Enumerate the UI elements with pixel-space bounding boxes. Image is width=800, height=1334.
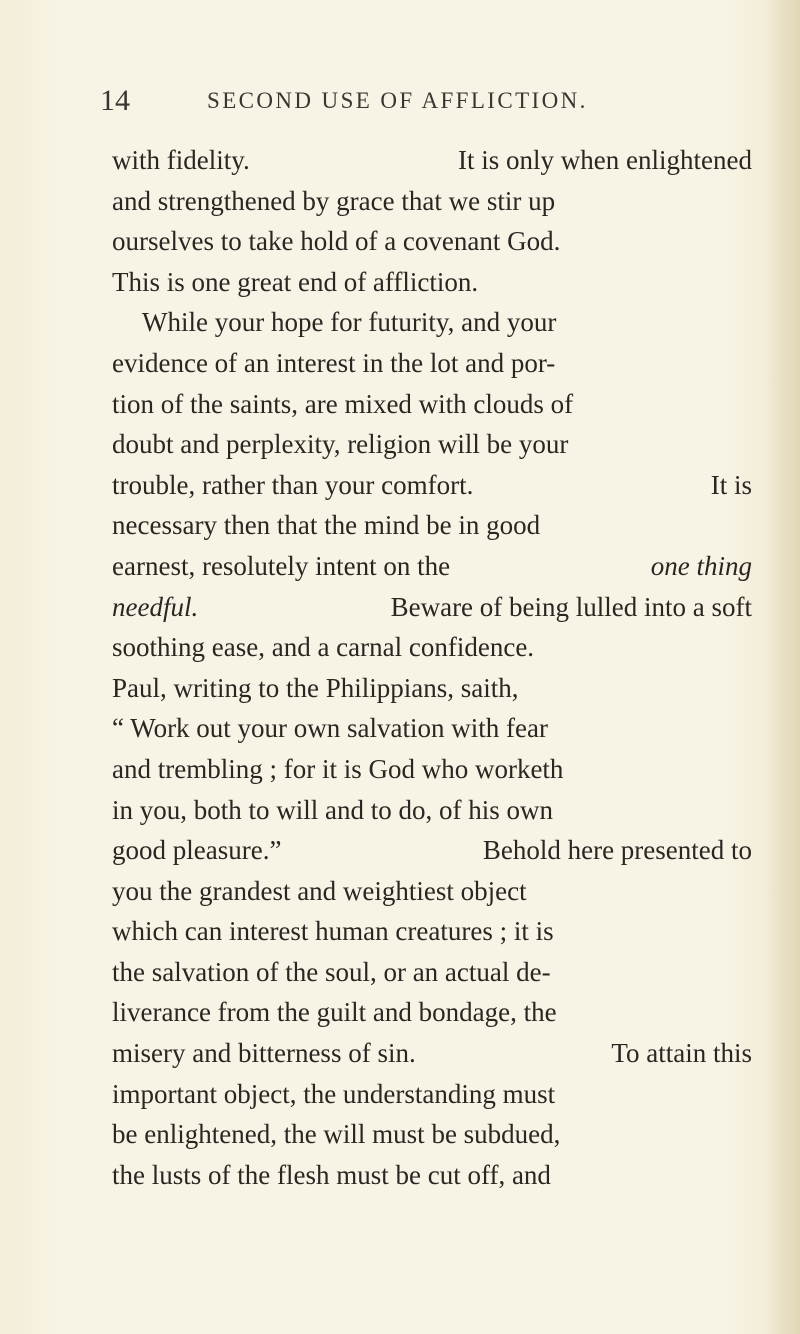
text-line: be enlightened, the will must be subdued,	[112, 1119, 561, 1150]
text-line: liverance from the guilt and bondage, the	[112, 997, 557, 1028]
text-line: with fidelity. It is only when enlightened	[112, 145, 752, 175]
body-text	[112, 140, 752, 1195]
page-header	[100, 84, 740, 124]
italic-phrase: one thing	[650, 550, 752, 581]
text-line: Paul, writing to the Philippians, saith,	[112, 672, 519, 703]
text-line: earnest, resolutely intent on the one thing	[112, 546, 752, 587]
text-line: and strengthened by grace that we stir up	[112, 185, 556, 216]
page-number: 14	[100, 84, 130, 117]
text-line: good pleasure.” Behold here presented to	[112, 835, 752, 866]
text-line: in you, both to will and to do, of his own	[112, 794, 553, 825]
text-line: “ Work out your own salvation with fear	[112, 713, 548, 744]
text-line: and trembling ; for it is God who worketh	[112, 753, 564, 784]
text-line: trouble, rather than your comfort. It is	[112, 469, 752, 500]
page-edge-shadow	[764, 0, 800, 1334]
text-line: the lusts of the flesh must be cut off, and	[112, 1159, 551, 1190]
text-line: important object, the understanding must	[112, 1078, 556, 1109]
running-head: SECOND USE OF AFFLICTION.	[207, 88, 588, 113]
text-line: tion of the saints, are mixed with clouds of	[112, 388, 574, 419]
text-line: necessary then that the mind be in good	[112, 510, 541, 541]
text-line: you the grandest and weightiest object	[112, 875, 527, 906]
text-line: the salvation of the soul, or an actual de-	[112, 956, 551, 987]
text-line: While your hope for futurity, and your	[142, 307, 557, 338]
text-line: doubt and perplexity, religion will be your	[112, 429, 569, 460]
text-line: misery and bitterness of sin. To attain this	[112, 1038, 752, 1069]
text-line: evidence of an interest in the lot and por-	[112, 347, 556, 378]
text-line: soothing ease, and a carnal confidence.	[112, 632, 535, 663]
italic-phrase: needful.	[112, 591, 199, 622]
text-line: which can interest human creatures ; it is	[112, 916, 554, 947]
text-line: This is one great end of affliction.	[112, 266, 479, 297]
text-line: ourselves to take hold of a covenant God.	[112, 226, 561, 257]
text-line: needful. Beware of being lulled into a soft	[112, 587, 752, 628]
